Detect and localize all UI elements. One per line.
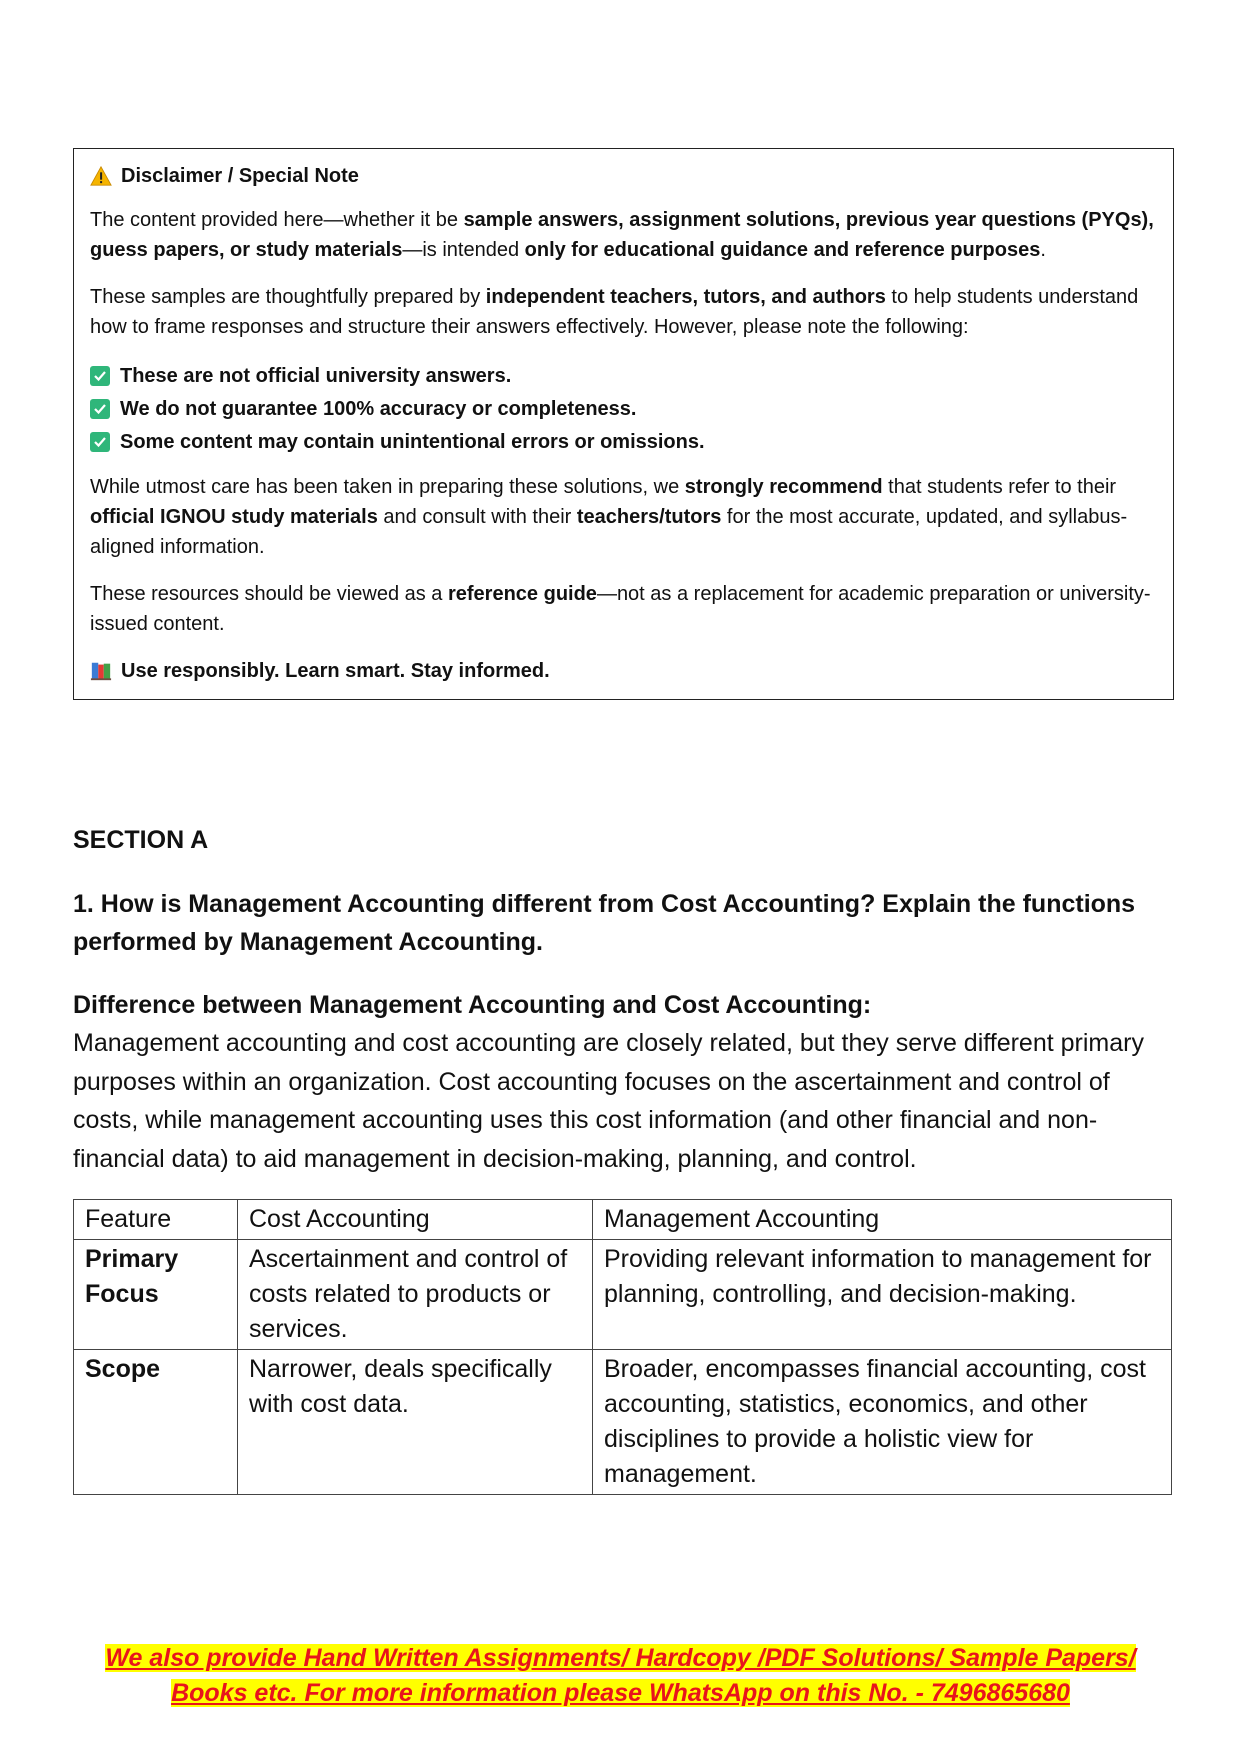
promo-line-1: We also provide Hand Written Assignments/ Hardcopy /PDF Solutions/ Sample Papers/ (105, 1644, 1136, 1672)
table-cell: Narrower, deals specifically with cost data. (238, 1350, 593, 1495)
table-cell: Ascertainment and control of costs related to products or services. (238, 1240, 593, 1350)
intro-paragraph: Management accounting and cost accounting are closely related, but they serve different primary purposes within an organization. Cost accounting focuses on the ascertainment and control of costs, while management accounting uses this cost information (and other financial and non-financial data) to aid management in decision-making, planning, and control. (73, 1029, 1144, 1173)
subheading: Difference between Management Accounting and Cost Accounting: (73, 991, 872, 1019)
table-header-cell: Management Accounting (593, 1200, 1172, 1240)
disclaimer-checklist (90, 359, 1157, 458)
table-header-cell: Cost Accounting (238, 1200, 593, 1240)
disclaimer-paragraph-2: These samples are thoughtfully prepared by independent teachers, tutors, and authors to help students understand how to frame responses and structure their answers effectively. However, please note the following: (90, 286, 1139, 338)
books-icon (90, 660, 112, 682)
section-heading: SECTION A (73, 826, 209, 854)
checklist-item: We do not guarantee 100% accuracy or completeness. (90, 392, 1157, 425)
table-cell-feature: Scope (74, 1350, 238, 1495)
disclaimer-paragraph-1: The content provided here—whether it be sample answers, assignment solutions, previous year questions (PYQs), guess papers, or study materials—is intended only for educational guidance and reference purposes. (90, 209, 1154, 261)
table-cell: Providing relevant information to management for planning, controlling, and decision-making. (593, 1240, 1172, 1350)
checklist-item: Some content may contain unintentional errors or omissions. (90, 425, 1157, 458)
check-mark-icon (90, 432, 110, 452)
disclaimer-title: Disclaimer / Special Note (90, 161, 1157, 191)
check-mark-icon (90, 366, 110, 386)
table-header-cell: Feature (74, 1200, 238, 1240)
disclaimer-paragraph-4: These resources should be viewed as a reference guide—not as a replacement for academic preparation or university-issued content. (90, 583, 1151, 635)
table-row (74, 1350, 1172, 1495)
table-row (74, 1240, 1172, 1350)
table-header-row (74, 1200, 1172, 1240)
warning-icon (90, 165, 112, 187)
disclaimer-closing: Use responsibly. Learn smart. Stay informed. (90, 656, 1157, 686)
comparison-table (73, 1199, 1172, 1495)
table-cell: Broader, encompasses financial accounting, cost accounting, statistics, economics, and other disciplines to provide a holistic view for management. (593, 1350, 1172, 1495)
promo-footer (0, 1641, 1241, 1711)
checklist-item: These are not official university answers. (90, 359, 1157, 392)
question-title: 1. How is Management Accounting different from Cost Accounting? Explain the functions performed by Management Accounting. (73, 890, 1136, 956)
disclaimer-box (73, 148, 1174, 700)
promo-line-2: Books etc. For more information please WhatsApp on this No. - 7496865680 (171, 1679, 1070, 1707)
check-mark-icon (90, 399, 110, 419)
disclaimer-paragraph-3: While utmost care has been taken in preparing these solutions, we strongly recommend that students refer to their official IGNOU study materials and consult with their teachers/tutors for the most accurate, updated, and syllabus-aligned information. (90, 476, 1128, 558)
table-cell-feature: Primary Focus (74, 1240, 238, 1350)
